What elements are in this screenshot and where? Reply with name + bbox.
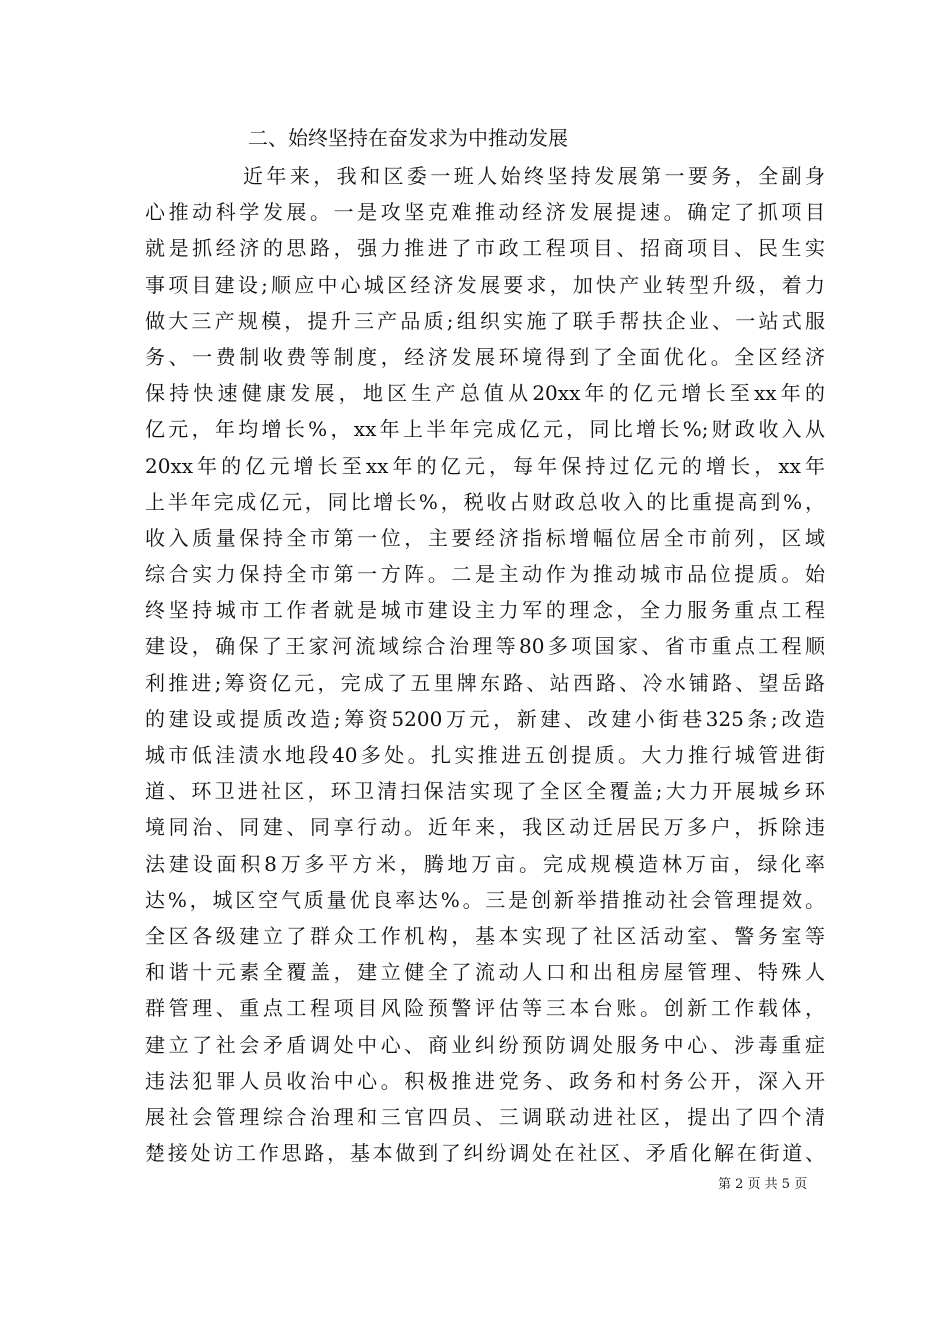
text-line: 和谐十元素全覆盖，建立健全了流动人口和出租房屋管理、特殊人	[145, 960, 825, 985]
section-heading: 二、始终坚持在奋发求为中推动发展	[248, 126, 568, 150]
body-paragraph	[145, 158, 825, 1171]
text-line: 建立了社会矛盾调处中心、商业纠纷预防调处服务中心、涉毒重症	[145, 1032, 825, 1057]
text-line: 综合实力保持全市第一方阵。二是主动作为推动城市品位提质。始	[145, 562, 825, 587]
text-line: 楚接处访工作思路，基本做到了纠纷调处在社区、矛盾化解在街道、	[145, 1141, 825, 1166]
text-line: 就是抓经济的思路，强力推进了市政工程项目、招商项目、民生实	[145, 236, 825, 261]
text-line: 做大三产规模，提升三产品质;组织实施了联手帮扶企业、一站式服	[145, 308, 825, 333]
text-line: 终坚持城市工作者就是城市建设主力军的理念，全力服务重点工程	[145, 598, 825, 623]
text-line: 的建设或提质改造;筹资5200万元，新建、改建小街巷325条;改造	[145, 706, 825, 731]
text-line: 20xx年的亿元增长至xx年的亿元，每年保持过亿元的增长，xx年	[145, 453, 825, 478]
text-line: 境同治、同建、同享行动。近年来，我区动迁居民万多户，拆除违	[145, 815, 825, 840]
text-line: 事项目建设;顺应中心城区经济发展要求，加快产业转型升级，着力	[145, 272, 825, 297]
text-line: 全区各级建立了群众工作机构，基本实现了社区活动室、警务室等	[145, 923, 825, 948]
text-line: 亿元，年均增长%，xx年上半年完成亿元，同比增长%;财政收入从	[145, 417, 825, 442]
text-line: 展社会管理综合治理和三官四员、三调联动进社区，提出了四个清	[145, 1104, 825, 1129]
text-line: 法建设面积8万多平方米，腾地万亩。完成规模造林万亩，绿化率	[145, 851, 825, 876]
text-line: 收入质量保持全市第一位，主要经济指标增幅位居全市前列，区域	[145, 525, 825, 550]
text-line: 利推进;筹资亿元，完成了五里牌东路、站西路、冷水铺路、望岳路	[145, 670, 825, 695]
text-line: 城市低洼渍水地段40多处。扎实推进五创提质。大力推行城管进街	[145, 743, 825, 767]
text-line: 保持快速健康发展，地区生产总值从20xx年的亿元增长至xx年的	[145, 381, 825, 406]
text-line: 群管理、重点工程项目风险预警评估等三本台账。创新工作载体，	[145, 996, 825, 1021]
text-line: 近年来，我和区委一班人始终坚持发展第一要务，全副身	[243, 164, 825, 188]
text-line: 达%，城区空气质量优良率达%。三是创新举措推动社会管理提效。	[145, 887, 825, 912]
text-line: 务、一费制收费等制度，经济发展环境得到了全面优化。全区经济	[145, 344, 825, 369]
page-number-footer: 第 2 页 共 5 页	[718, 1177, 808, 1192]
text-line: 道、环卫进社区，环卫清扫保洁实现了全区全覆盖;大力开展城乡环	[145, 779, 825, 804]
text-line: 违法犯罪人员收治中心。积极推进党务、政务和村务公开，深入开	[145, 1068, 825, 1093]
text-line: 建设，确保了王家河流域综合治理等80多项国家、省市重点工程顺	[145, 634, 825, 659]
text-line: 上半年完成亿元，同比增长%，税收占财政总收入的比重提高到%，	[145, 489, 825, 514]
text-line: 心推动科学发展。一是攻坚克难推动经济发展提速。确定了抓项目	[145, 200, 825, 225]
